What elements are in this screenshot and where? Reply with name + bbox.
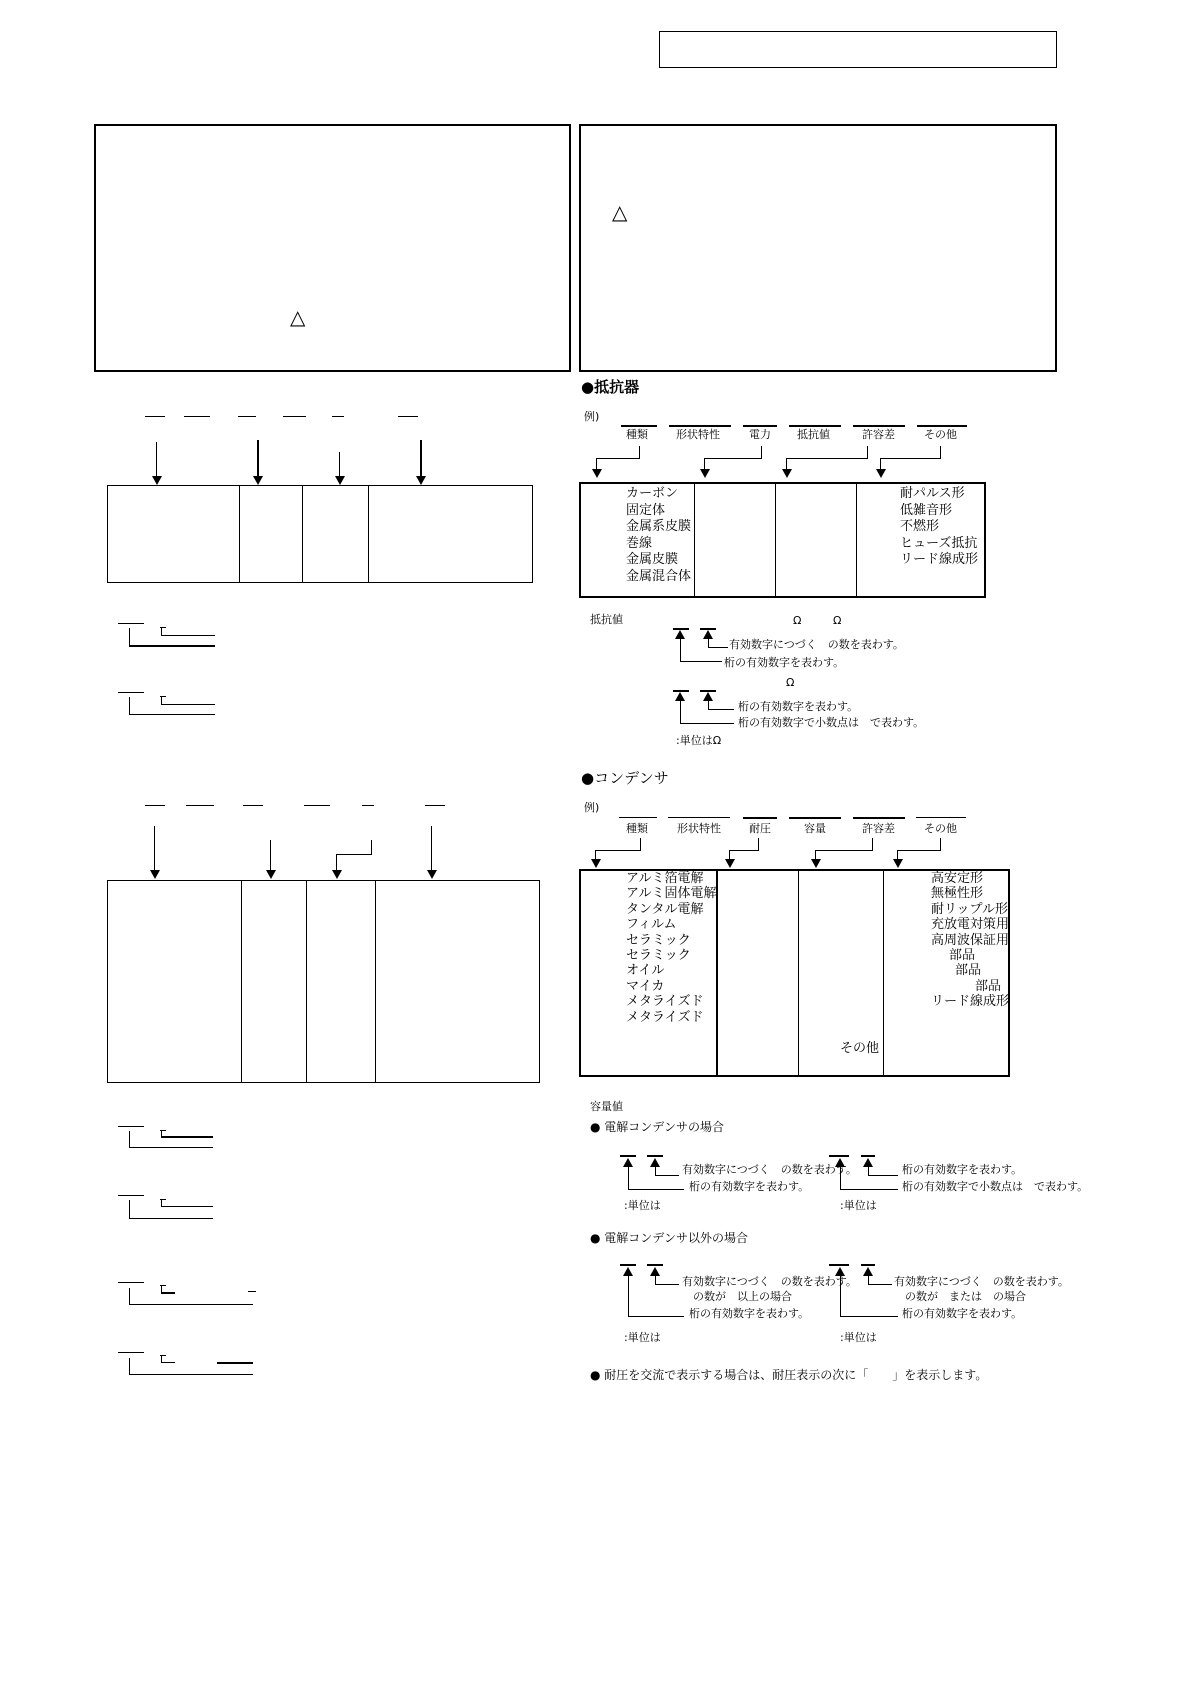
list-item: 金属混合体 [626, 568, 692, 584]
field-shape: 形状特性 [677, 822, 721, 835]
capacitor-note: 桁の有効数字を表わす。 [689, 1307, 810, 1320]
list-item: リード線成形 [931, 994, 1010, 1010]
resistor-section-title: ●抵抗器 [581, 378, 640, 396]
list-item: フィルム [626, 917, 677, 933]
list-item: 金属皮膜 [626, 552, 679, 568]
list-item: マイカ [626, 978, 665, 994]
resistor-code-table [107, 485, 533, 583]
capacitor-note: 有効数字につづく の数を表わす。 [894, 1275, 1069, 1288]
field-type: 種類 [626, 428, 648, 441]
resistor-type-list [626, 486, 691, 586]
list-item: アルミ箔電解 [626, 871, 704, 886]
list-item: 高周波保証用 [931, 932, 1010, 948]
capacitor-type-list [626, 871, 716, 1025]
list-item: 部品 [975, 978, 1002, 994]
ohm-symbol: Ω [786, 676, 795, 689]
capacitor-note: 有効数字につづく の数を表わす。 [682, 1163, 857, 1176]
list-item: アルミ固体電解 [626, 886, 717, 902]
list-item: セラミック [626, 932, 691, 948]
resistor-note: 有効数字につづく の数を表わす。 [729, 638, 904, 651]
field-resistance: 抵抗値 [797, 428, 830, 441]
header-box [659, 31, 1057, 68]
resistor-example-label: 例) [584, 410, 600, 423]
left-info-box [94, 124, 571, 372]
capacitor-note: 有効数字につづく の数を表わす。 [682, 1275, 857, 1288]
list-item: 充放電対策用 [931, 917, 1010, 933]
field-other: その他 [924, 428, 957, 441]
list-item: 金属系皮膜 [626, 519, 692, 535]
list-item: 耐パルス形 [900, 486, 965, 501]
non-electrolytic-case-label: ● 電解コンデンサ以外の場合 [590, 1231, 749, 1245]
resistor-note: 桁の有効数字で小数点は で表わす。 [738, 716, 925, 729]
capacitor-note: 桁の有効数字で小数点は で表わす。 [902, 1180, 1089, 1193]
field-power: 電力 [749, 428, 771, 441]
field-other: その他 [924, 822, 957, 835]
capacitor-unit: :単位は [840, 1331, 877, 1344]
field-tolerance: 許容差 [862, 428, 895, 441]
list-item: 耐リップル形 [931, 901, 1008, 917]
list-item: セラミック [626, 947, 691, 963]
resistor-note: 桁の有効数字を表わす。 [724, 656, 845, 669]
list-item: 部品 [955, 963, 982, 979]
capacitor-example-label: 例) [584, 801, 600, 814]
caution-triangle-icon: △ [290, 305, 306, 329]
list-item: 不燃形 [900, 519, 940, 535]
list-item: 巻線 [626, 535, 653, 551]
resistor-note: 桁の有効数字を表わす。 [738, 700, 859, 713]
field-capacity: 容量 [804, 822, 826, 835]
field-tolerance: 許容差 [862, 822, 895, 835]
capacitor-unit: :単位は [840, 1199, 877, 1212]
capacitor-note: 桁の有効数字を表わす。 [689, 1180, 810, 1193]
capacitor-note: の数が または の場合 [905, 1290, 1026, 1303]
list-item: タンタル電解 [626, 901, 704, 917]
capacity-value-label: 容量値 [590, 1100, 623, 1113]
ohm-symbol: Ω [833, 614, 842, 627]
ohm-symbol: Ω [793, 614, 802, 627]
list-item: 固定体 [626, 502, 666, 518]
capacitor-section-title: ●コンデンサ [581, 769, 669, 787]
list-item: メタライズド [626, 994, 704, 1010]
field-shape: 形状特性 [676, 428, 720, 441]
capacitor-code-table [107, 880, 540, 1083]
capacitor-other-list [931, 871, 1009, 1010]
electrolytic-case-label: ● 電解コンデンサの場合 [590, 1120, 725, 1134]
list-item: 部品 [949, 947, 976, 963]
list-item: 無極性形 [931, 886, 984, 902]
capacitor-note: 桁の有効数字を表わす。 [902, 1307, 1023, 1320]
resistance-value-label: 抵抗値 [590, 613, 623, 626]
capacitor-note: の数が 以上の場合 [693, 1290, 792, 1303]
list-item: 低雑音形 [900, 502, 953, 518]
list-item: ヒューズ抵抗 [900, 535, 978, 551]
list-item: カーボン [626, 486, 679, 501]
right-info-box [579, 124, 1057, 372]
capacity-other-label: その他 [840, 1041, 880, 1056]
capacitor-unit: :単位は [624, 1331, 661, 1344]
list-item: 高安定形 [931, 871, 984, 886]
caution-triangle-icon: △ [612, 200, 628, 224]
resistor-unit: :単位はΩ [676, 734, 722, 747]
ac-voltage-note: ● 耐圧を交流で表示する場合は、耐圧表示の次に「 」を表示します。 [590, 1368, 988, 1382]
field-voltage: 耐圧 [749, 822, 771, 835]
list-item: リード線成形 [900, 552, 979, 568]
resistor-other-list [900, 486, 978, 569]
field-type: 種類 [626, 822, 648, 835]
capacitor-note: 桁の有効数字を表わす。 [902, 1163, 1023, 1176]
capacitor-unit: :単位は [624, 1199, 661, 1212]
list-item: オイル [626, 963, 665, 979]
list-item: メタライズド [626, 1009, 704, 1025]
